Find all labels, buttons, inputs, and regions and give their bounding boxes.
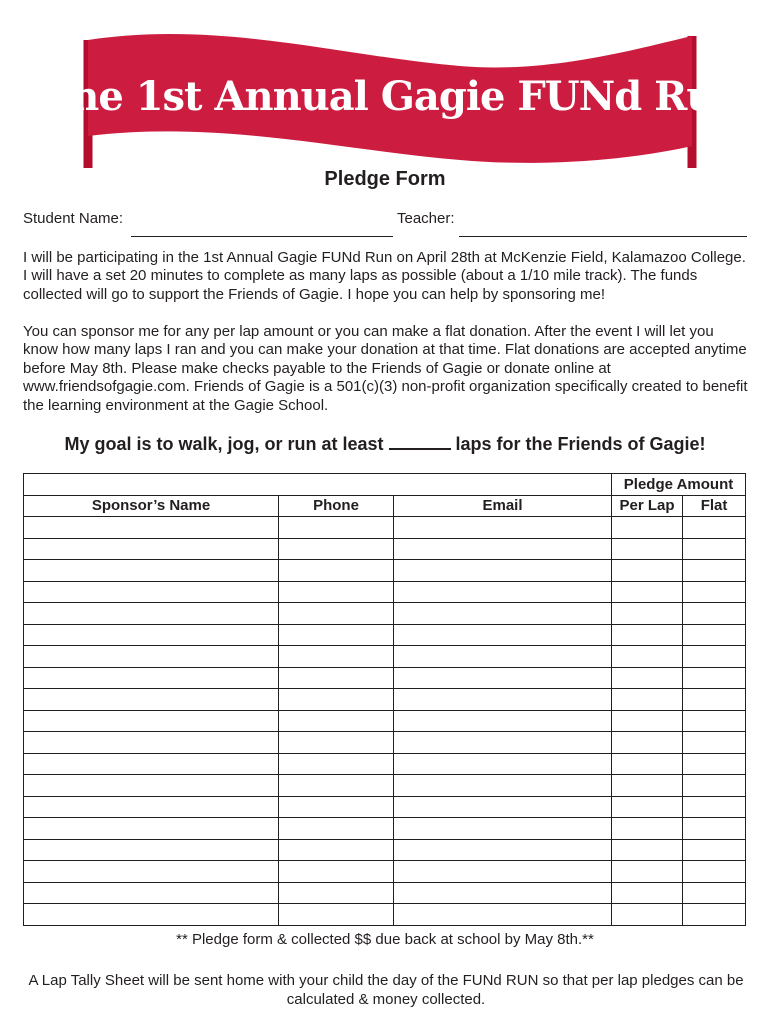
email-cell[interactable] (394, 667, 612, 689)
run-banner (41, 28, 743, 178)
email-cell[interactable] (394, 839, 612, 861)
email-cell[interactable] (394, 624, 612, 646)
email-cell[interactable] (394, 732, 612, 754)
phone-cell[interactable] (279, 538, 394, 560)
pledge-row (24, 624, 746, 646)
email-cell[interactable] (394, 603, 612, 625)
sponsor-name-cell[interactable] (24, 517, 279, 539)
teacher-field[interactable] (459, 236, 747, 237)
email-cell[interactable] (394, 818, 612, 840)
email-cell[interactable] (394, 882, 612, 904)
pledge-rows (24, 517, 746, 926)
phone-cell[interactable] (279, 753, 394, 775)
sponsor-name-cell[interactable] (24, 538, 279, 560)
pledge-row (24, 560, 746, 582)
flat-cell[interactable] (683, 581, 746, 603)
pledge-row (24, 861, 746, 883)
sponsor-name-cell[interactable] (24, 796, 279, 818)
phone-cell[interactable] (279, 646, 394, 668)
sponsor-name-cell[interactable] (24, 882, 279, 904)
phone-cell[interactable] (279, 818, 394, 840)
form-title: Pledge Form (324, 168, 446, 190)
phone-cell[interactable] (279, 861, 394, 883)
per-lap-cell[interactable] (612, 753, 683, 775)
pledge-row (24, 538, 746, 560)
flat-cell[interactable] (683, 667, 746, 689)
tally-note: A Lap Tally Sheet will be sent home with your child the day of the FUNd RUN so that per lap pledges can be calculated & money collected. (28, 972, 744, 1008)
pledge-row (24, 882, 746, 904)
pledge-row (24, 667, 746, 689)
per-lap-cell[interactable] (612, 839, 683, 861)
goal-laps-blank[interactable] (389, 434, 451, 450)
pledge-header-spacer (24, 474, 612, 496)
phone-header: Phone (279, 495, 394, 517)
pledge-row (24, 517, 746, 539)
per-lap-cell[interactable] (612, 581, 683, 603)
per-lap-cell[interactable] (612, 732, 683, 754)
pledge-row (24, 796, 746, 818)
pledge-row (24, 904, 746, 926)
email-header: Email (394, 495, 612, 517)
sponsor-name-cell[interactable] (24, 839, 279, 861)
phone-cell[interactable] (279, 689, 394, 711)
goal-statement (0, 434, 770, 455)
per-lap-cell[interactable] (612, 689, 683, 711)
sponsor-name-cell[interactable] (24, 818, 279, 840)
phone-cell[interactable] (279, 882, 394, 904)
sponsor-paragraph: You can sponsor me for any per lap amount or you can make a flat donation. After the event I will let you know how many laps I ran and you can make your donation at that time. Flat donations are accepted anytime before May 8th. Please make checks payable to the Friends of Gagie or donate online at www.friendsofgagie.com. Friends of Gagie is a 501(c)(3) non-profit organization specifically created to benefit the learning environment at the Gagie School. (23, 323, 748, 414)
email-cell[interactable] (394, 861, 612, 883)
sponsor-name-cell[interactable] (24, 689, 279, 711)
pledge-row (24, 710, 746, 732)
email-cell[interactable] (394, 753, 612, 775)
per-lap-cell[interactable] (612, 775, 683, 797)
banner-title: The 1st Annual Gagie FUNd Run (41, 73, 743, 120)
sponsor-name-cell[interactable] (24, 753, 279, 775)
pledge-table (23, 473, 746, 926)
phone-cell[interactable] (279, 603, 394, 625)
pledge-amount-header: Pledge Amount (612, 474, 746, 496)
phone-cell[interactable] (279, 667, 394, 689)
email-cell[interactable] (394, 775, 612, 797)
email-cell[interactable] (394, 904, 612, 926)
sponsor-name-cell[interactable] (24, 560, 279, 582)
student-name-field[interactable] (131, 236, 393, 237)
per-lap-cell[interactable] (612, 818, 683, 840)
phone-cell[interactable] (279, 796, 394, 818)
phone-cell[interactable] (279, 517, 394, 539)
per-lap-cell[interactable] (612, 667, 683, 689)
per-lap-cell[interactable] (612, 560, 683, 582)
email-cell[interactable] (394, 710, 612, 732)
per-lap-cell[interactable] (612, 904, 683, 926)
pledge-group-header-row (24, 474, 746, 496)
per-lap-header: Per Lap (612, 495, 683, 517)
sponsor-name-cell[interactable] (24, 667, 279, 689)
due-note: ** Pledge form & collected $$ due back at school by May 8th.** (176, 931, 594, 948)
phone-cell[interactable] (279, 710, 394, 732)
student-info-row (23, 210, 747, 240)
sponsor-name-cell[interactable] (24, 775, 279, 797)
phone-cell[interactable] (279, 624, 394, 646)
flat-cell[interactable] (683, 689, 746, 711)
pledge-row (24, 646, 746, 668)
email-cell[interactable] (394, 517, 612, 539)
phone-cell[interactable] (279, 732, 394, 754)
flat-cell[interactable] (683, 646, 746, 668)
flat-cell[interactable] (683, 775, 746, 797)
flat-cell[interactable] (683, 624, 746, 646)
per-lap-cell[interactable] (612, 517, 683, 539)
flat-cell[interactable] (683, 538, 746, 560)
phone-cell[interactable] (279, 839, 394, 861)
goal-text-after: laps for the Friends of Gagie! (455, 434, 706, 454)
pledge-row (24, 689, 746, 711)
sponsor-name-cell[interactable] (24, 624, 279, 646)
sponsor-name-cell[interactable] (24, 904, 279, 926)
sponsor-name-header: Sponsor’s Name (24, 495, 279, 517)
email-cell[interactable] (394, 560, 612, 582)
pledge-row (24, 581, 746, 603)
flat-cell[interactable] (683, 710, 746, 732)
sponsor-name-cell[interactable] (24, 581, 279, 603)
flat-cell[interactable] (683, 818, 746, 840)
sponsor-name-cell[interactable] (24, 732, 279, 754)
per-lap-cell[interactable] (612, 882, 683, 904)
per-lap-cell[interactable] (612, 603, 683, 625)
per-lap-cell[interactable] (612, 538, 683, 560)
pledge-row (24, 775, 746, 797)
pledge-row (24, 753, 746, 775)
flat-cell[interactable] (683, 517, 746, 539)
email-cell[interactable] (394, 689, 612, 711)
email-cell[interactable] (394, 796, 612, 818)
flat-cell[interactable] (683, 603, 746, 625)
phone-cell[interactable] (279, 581, 394, 603)
phone-cell[interactable] (279, 775, 394, 797)
flat-cell[interactable] (683, 753, 746, 775)
per-lap-cell[interactable] (612, 624, 683, 646)
student-name-label: Student Name: (23, 210, 124, 227)
sponsor-name-cell[interactable] (24, 646, 279, 668)
sponsor-name-cell[interactable] (24, 710, 279, 732)
flat-cell[interactable] (683, 882, 746, 904)
phone-cell[interactable] (279, 560, 394, 582)
flat-cell[interactable] (683, 904, 746, 926)
pledge-row (24, 603, 746, 625)
phone-cell[interactable] (279, 904, 394, 926)
sponsor-name-cell[interactable] (24, 603, 279, 625)
per-lap-cell[interactable] (612, 796, 683, 818)
email-cell[interactable] (394, 581, 612, 603)
flat-cell[interactable] (683, 732, 746, 754)
flat-cell[interactable] (683, 861, 746, 883)
flat-header: Flat (683, 495, 746, 517)
pledge-row (24, 818, 746, 840)
pledge-row (24, 839, 746, 861)
goal-text-before: My goal is to walk, jog, or run at least (64, 434, 384, 454)
per-lap-cell[interactable] (612, 710, 683, 732)
email-cell[interactable] (394, 646, 612, 668)
flat-cell[interactable] (683, 796, 746, 818)
pledge-column-header-row (24, 495, 746, 517)
intro-paragraph: I will be participating in the 1st Annual Gagie FUNd Run on April 28th at McKenzie Field, Kalamazoo College. I will have a set 20 minutes to complete as many laps as possible (about a 1/10 mile track). The funds collected will go to support the Friends of Gagie. I hope you can help by sponsoring me! (23, 249, 746, 303)
flat-cell[interactable] (683, 560, 746, 582)
per-lap-cell[interactable] (612, 646, 683, 668)
teacher-label: Teacher: (397, 210, 455, 227)
pledge-row (24, 732, 746, 754)
per-lap-cell[interactable] (612, 861, 683, 883)
flat-cell[interactable] (683, 839, 746, 861)
sponsor-name-cell[interactable] (24, 861, 279, 883)
email-cell[interactable] (394, 538, 612, 560)
